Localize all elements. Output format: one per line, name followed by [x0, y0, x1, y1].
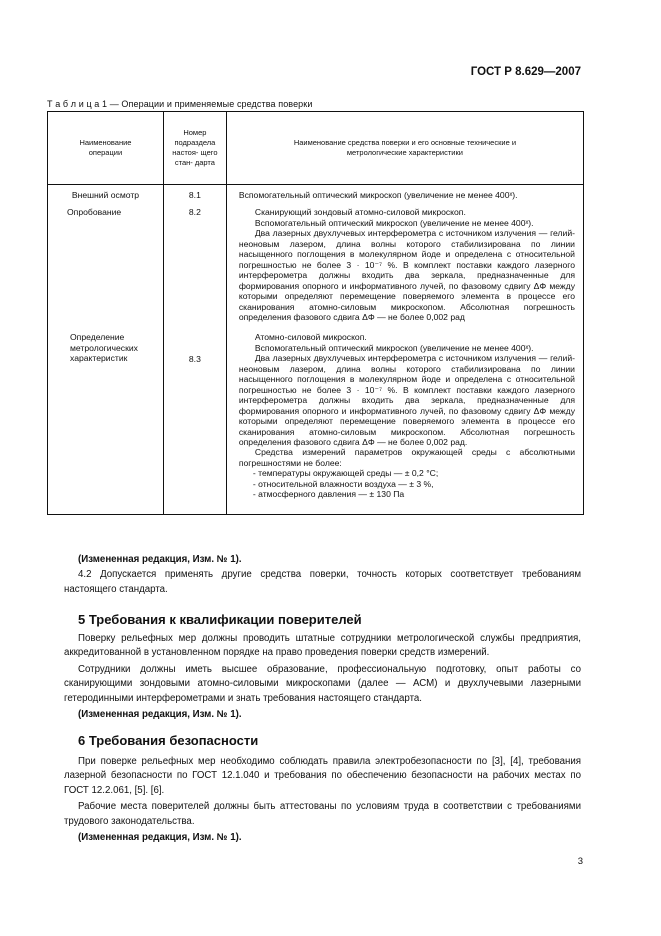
- means-line: Вспомогательный оптический микроскоп (увеличение не менее 400ˣ).: [254, 342, 534, 353]
- section-number: 8.3: [188, 354, 201, 365]
- section-6-body: [64, 755, 581, 845]
- table-row: [48, 330, 584, 514]
- amendment-note: (Измененная редакция, Изм. № 1).: [78, 554, 242, 565]
- section-5-body: [64, 632, 581, 722]
- means-line: - температуры окружающей среды — ± 0,2 °С;: [252, 468, 439, 479]
- paragraph-4-2: 4.2 Допускается применять другие средства поверки, точность которых соответствует требованиям настоящего стандарта.: [64, 569, 581, 595]
- means-line: Средства измерений параметров окружающей среды с абсолютными погрешностями не более:: [238, 447, 575, 468]
- means-line: Два лазерных двухлучевых интерферометра с источником излучения — гелий-неоновым лазером, длина волны которого стабилизирована по линии насыщенного поглощения в молекулярном йоде и определена с относительной погрешностью не более 3 · 10⁻⁷ %. В комплект поставки каждого лазерного интерферометра должны входить два зеркала, предназначенные для формирования опорного и информативного лучей, по фазовому сдвигу ΔΦ между которыми определяют перемещение поверяемого элемента в процессе его сканирования атомно-силовым микроскопом. Абсолютная погрешность определения фазового сдвига ΔΦ — не более 0,002 рад.: [238, 353, 575, 447]
- standard-code: ГОСТ Р 8.629—2007: [470, 66, 581, 78]
- amendment-note: (Измененная редакция, Изм. № 1).: [78, 832, 242, 844]
- section-6-paragraph: Рабочие места поверителей должны быть аттестованы по условиям труда в соответствии с требованиями трудового законодательства.: [64, 801, 581, 827]
- means-line: - атмосферного давления — ± 130 Па: [252, 489, 405, 500]
- section-5-paragraph: Поверку рельефных мер должны проводить штатные сотрудники метрологической службы предприятия, аккредитованной в установленном порядке на право проведения поверки средств измерений.: [64, 633, 581, 659]
- table-row: [48, 185, 584, 205]
- section-6-title: 6 Требования безопасности: [78, 733, 259, 748]
- operation-name: Опробование: [67, 207, 122, 218]
- operation-name: Внешний осмотр: [71, 190, 140, 200]
- means-line: Два лазерных двухлучевых интерферометра с источником излучения — гелий-неоновым лазером, длина волны которого стабилизирована по линии насыщенного поглощения в молекулярном йоде и определена с относительной погрешностью не более 3 · 10⁻⁷ %. В комплект поставки каждого лазерного интерферометра должны входить два зеркала, предназначенные для формирования опорного и информативного лучей, по фазовому сдвигу ΔΦ между которыми определяют перемещение поверяемого элемента в процессе его сканирования атомно-силовым микроскопом. Абсолютная погрешность определения фазового сдвига ΔΦ — не более 0,002 рад: [238, 228, 575, 322]
- after-table-block: [64, 553, 581, 597]
- column-header-operation: Наименование операции: [48, 112, 164, 185]
- section-5-title: 5 Требования к квалификации поверителей: [78, 612, 362, 627]
- page-number: 3: [577, 856, 583, 867]
- section-6-paragraph: При поверке рельефных мер необходимо соблюдать правила электробезопасности по [3], [4], требования лазерной безопасности по ГОСТ 12.1.040 и требования по обеспечению безопасности на рабочих местах по ГОСТ 12.2.061, [5]. [6].: [64, 756, 581, 796]
- column-header-section-number: Номер подраздела настоя- щего стан- дарта: [163, 112, 226, 185]
- table-header-row: [48, 112, 584, 185]
- section-number: 8.2: [188, 207, 201, 218]
- section-number: 8.1: [188, 190, 201, 200]
- section-5-paragraph: Сотрудники должны иметь высшее образование, профессиональную подготовку, опыт работы со сканирующими зондовыми атомно-силовыми микроскопами (далее — АСМ) и двухлучевыми лазерными гетеродинными интерферометрами и знать требования настоящего стандарта.: [64, 663, 581, 704]
- means-line: - относительной влажности воздуха — ± 3 %,: [252, 478, 434, 489]
- amendment-note: (Измененная редакция, Изм. № 1).: [78, 709, 242, 721]
- operation-name: Определение метрологических характеристик: [70, 332, 138, 364]
- table-row: [48, 204, 584, 330]
- verification-table: [47, 111, 584, 515]
- means-line: Атомно-силовой микроскоп.: [254, 332, 367, 343]
- means-line: Сканирующий зондовый атомно-силовой микроскоп.: [254, 207, 466, 218]
- column-header-means: Наименование средства поверки и его основные технические и метрологические характеристики: [226, 112, 583, 185]
- table-caption: Т а б л и ц а 1 — Операции и применяемые средства поверки: [47, 99, 313, 109]
- means-line: Вспомогательный оптический микроскоп (увеличение не менее 400ˣ).: [238, 190, 518, 200]
- means-line: Вспомогательный оптический микроскоп (увеличение не менее 400ˣ).: [254, 217, 534, 228]
